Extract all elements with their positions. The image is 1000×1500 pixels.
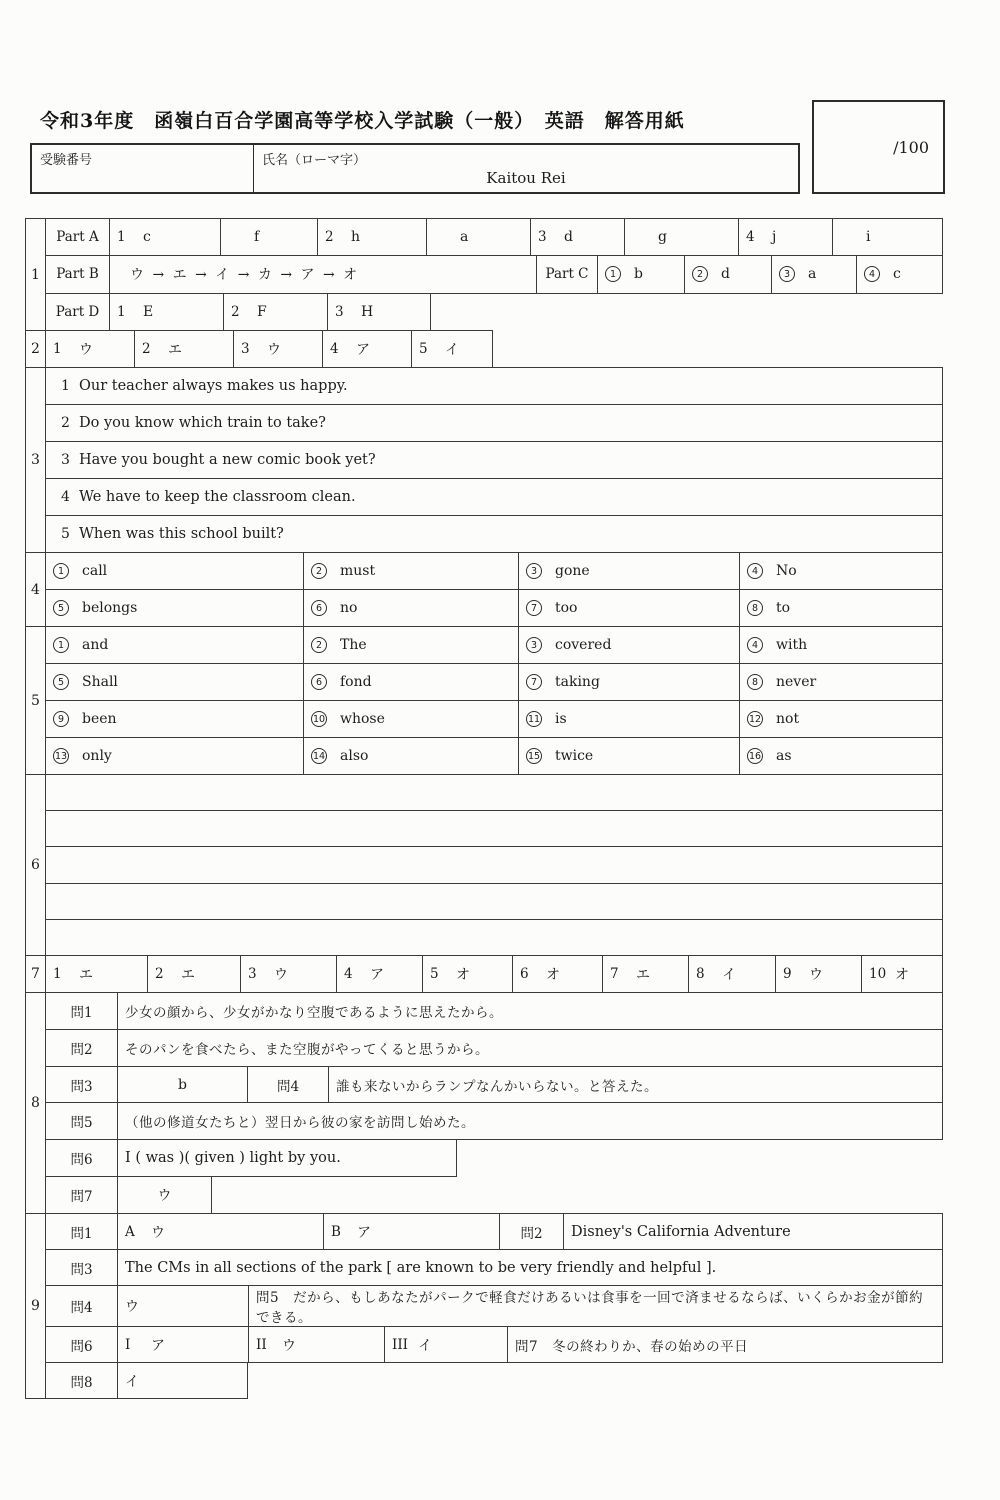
answer-value: ア <box>357 1224 371 1241</box>
answer-cell <box>336 955 423 993</box>
answer-cell <box>147 955 241 993</box>
section-5-rows <box>45 626 943 775</box>
sentence-number: 4 <box>61 489 70 505</box>
section-1-rows <box>45 218 943 331</box>
answer-cell <box>602 955 689 993</box>
circled-number: 8 <box>747 674 763 690</box>
answer-cell <box>771 255 857 293</box>
section-6-number: 6 <box>25 774 46 956</box>
circled-number: 5 <box>53 674 69 690</box>
circled-number: 8 <box>747 600 763 616</box>
sub-label: II <box>256 1336 267 1353</box>
answer-value: ウ <box>151 1224 165 1241</box>
option-cell <box>45 626 304 664</box>
answer-value: ウ <box>282 1337 296 1354</box>
answer-number: 3 <box>248 966 257 982</box>
examinee-number-cell <box>32 145 254 192</box>
answer-cell <box>856 255 943 293</box>
sentence-text: Our teacher always makes us happy. <box>79 378 348 394</box>
answer-cell <box>233 330 323 368</box>
option-word: call <box>82 563 108 579</box>
option-word: Shall <box>82 674 118 690</box>
answer-value: エ <box>181 967 195 983</box>
section-1-number: 1 <box>25 218 46 331</box>
score-box <box>812 100 945 194</box>
blank-row <box>45 810 943 847</box>
part-a-label: Part A <box>45 218 110 256</box>
section-2-number: 2 <box>25 330 46 368</box>
circled-number: 4 <box>864 266 880 282</box>
answer-cell <box>109 218 221 256</box>
answer-cell <box>624 218 739 256</box>
option-word: never <box>776 674 817 690</box>
answer-cell <box>109 293 224 331</box>
answer-value: ウ <box>267 342 281 358</box>
option-cell <box>45 663 304 701</box>
option-cell <box>739 737 943 775</box>
answer-value: d <box>721 266 730 283</box>
answer-number: 1 <box>53 966 62 982</box>
option-row <box>45 589 943 627</box>
answer-cell <box>117 1213 324 1250</box>
section-5-number: 5 <box>25 626 46 775</box>
answer-number: 2 <box>325 229 334 246</box>
option-cell <box>739 700 943 738</box>
answer-value: F <box>257 303 267 320</box>
blank-cell <box>45 919 943 956</box>
question-label: 問7 <box>45 1176 118 1214</box>
blank-row <box>45 846 943 883</box>
score-label: /100 <box>893 137 929 157</box>
section-8-rows <box>45 992 943 1214</box>
answer-number: 3 <box>335 303 344 320</box>
answer-value: E <box>143 303 154 320</box>
circled-number: 1 <box>53 637 69 653</box>
question-row-q4-q5 <box>45 1285 943 1327</box>
answer-cell <box>384 1326 508 1363</box>
circled-number: 11 <box>526 711 542 727</box>
circled-number: 4 <box>747 637 763 653</box>
answer-number: 3 <box>241 341 250 357</box>
question-label: 問1 <box>45 1213 118 1250</box>
question-label: 問5 <box>45 1102 118 1140</box>
blank-cell <box>45 846 943 883</box>
part-b-row <box>45 255 943 293</box>
answer-number: 6 <box>520 966 529 982</box>
section-6 <box>25 774 943 956</box>
question-label: 問2 <box>45 1029 118 1067</box>
sentence-text: We have to keep the classroom clean. <box>79 489 356 505</box>
question-row-q7 <box>45 1176 943 1214</box>
answer-text: I ( was )( given ) light by you. <box>117 1139 457 1177</box>
option-cell <box>45 552 304 590</box>
answer-cell: ウ <box>117 1285 249 1327</box>
option-cell <box>303 589 519 627</box>
question-label: 問8 <box>45 1362 118 1399</box>
answer-cell: イ <box>117 1362 248 1399</box>
answer-value: エ <box>168 342 182 358</box>
name-value: Kaitou Rei <box>486 169 566 187</box>
circled-number: 12 <box>747 711 763 727</box>
examinee-number-label: 受験番号 <box>40 153 93 168</box>
part-c-label: Part C <box>536 255 598 293</box>
option-word: to <box>776 600 791 616</box>
answer-number: 10 <box>869 966 887 982</box>
sentence-text: When was this school built? <box>79 526 284 542</box>
option-word: and <box>82 637 109 653</box>
circled-number: 2 <box>692 266 708 282</box>
option-word: not <box>776 711 800 727</box>
option-cell <box>518 589 740 627</box>
answer-cell <box>738 218 833 256</box>
circled-number: 7 <box>526 674 542 690</box>
sub-label: A <box>125 1223 135 1240</box>
answer-cell <box>512 955 603 993</box>
answer-text: 問5 だから、もしあなたがパークで軽食だけあるいは食事を一回で済ませるならば、いくらかお金が節約できる。 <box>248 1285 943 1327</box>
answer-value: イ <box>722 967 736 983</box>
answer-value: エ <box>636 967 650 983</box>
sentence-row <box>45 367 943 405</box>
circled-number: 2 <box>311 637 327 653</box>
section-2-rows <box>45 330 943 368</box>
sentence-cell <box>45 515 943 553</box>
answer-number: 4 <box>330 341 339 357</box>
answer-text: （他の修道女たちと）翌日から彼の家を訪問し始めた。 <box>117 1102 943 1140</box>
option-word: also <box>340 748 369 764</box>
circled-number: 14 <box>311 748 327 764</box>
answer-text: The CMs in all sections of the park [ are known to be very friendly and helpful ]. <box>117 1249 943 1286</box>
section-3-number: 3 <box>25 367 46 553</box>
question-row-q1-q2 <box>45 1213 943 1250</box>
option-word: gone <box>555 563 590 579</box>
sentence-row <box>45 515 943 553</box>
answer-text: Disney's California Adventure <box>563 1213 943 1250</box>
section-1 <box>25 218 943 331</box>
section-8-number: 8 <box>25 992 46 1214</box>
answer-cell <box>597 255 685 293</box>
option-word: no <box>340 600 358 616</box>
sentence-row <box>45 441 943 479</box>
part-d-label: Part D <box>45 293 110 331</box>
answer-value: イ <box>445 342 459 358</box>
section-9-rows <box>45 1213 943 1399</box>
answer-value: オ <box>456 967 470 983</box>
section-3-rows <box>45 367 943 553</box>
sentence-number: 5 <box>61 526 70 542</box>
answer-table <box>25 218 943 1399</box>
answer-cell <box>45 330 135 368</box>
option-cell <box>739 589 943 627</box>
answer-row <box>45 955 943 993</box>
circled-number: 1 <box>53 563 69 579</box>
sentence-text: Do you know which train to take? <box>79 415 326 431</box>
answer-number: 7 <box>610 966 619 982</box>
sentence-text: Have you bought a new comic book yet? <box>79 452 376 468</box>
option-cell <box>45 737 304 775</box>
answer-number: 5 <box>430 966 439 982</box>
answer-number: 2 <box>142 341 151 357</box>
answer-value: ウ <box>274 967 288 983</box>
option-cell <box>518 663 740 701</box>
option-word: The <box>340 637 367 653</box>
answer-text: 誰も来ないからランプなんかいらない。と答えた。 <box>328 1066 943 1104</box>
answer-number: 5 <box>419 341 428 357</box>
option-word: been <box>82 711 117 727</box>
option-cell <box>739 552 943 590</box>
sentence-cell <box>45 478 943 516</box>
answer-cell <box>45 955 148 993</box>
circled-number: 9 <box>53 711 69 727</box>
section-5 <box>25 626 943 775</box>
question-label: 問3 <box>45 1066 118 1104</box>
answer-number: 2 <box>231 303 240 320</box>
answer-number: 8 <box>696 966 705 982</box>
name-label: 氏名（ローマ字） <box>262 153 367 168</box>
circled-number: 4 <box>747 563 763 579</box>
answer-cell: b <box>117 1066 248 1104</box>
section-2 <box>25 330 943 368</box>
option-cell <box>518 626 740 664</box>
question-row-q3 <box>45 1249 943 1286</box>
answer-cell <box>422 955 513 993</box>
sub-label: I <box>125 1336 131 1353</box>
section-6-rows <box>45 774 943 956</box>
answer-value: f <box>254 229 260 246</box>
sub-label: B <box>331 1223 341 1240</box>
answer-value: ウ <box>79 342 93 358</box>
option-word: only <box>82 748 112 764</box>
section-3 <box>25 367 943 553</box>
sentence-number: 2 <box>61 415 70 431</box>
circled-number: 13 <box>53 748 69 764</box>
question-label: 問2 <box>499 1213 564 1250</box>
question-label: 問3 <box>45 1249 118 1286</box>
answer-value: ア <box>370 967 384 983</box>
answer-number: 2 <box>155 966 164 982</box>
option-word: must <box>340 563 376 579</box>
circled-number: 1 <box>605 266 621 282</box>
answer-cell <box>411 330 493 368</box>
question-label: 問6 <box>45 1139 118 1177</box>
answer-cell <box>861 955 943 993</box>
option-row <box>45 737 943 775</box>
option-cell <box>739 626 943 664</box>
name-cell <box>254 145 798 192</box>
question-row-q5 <box>45 1102 943 1140</box>
question-row-q6-q7 <box>45 1326 943 1363</box>
sentence-row <box>45 478 943 516</box>
option-word: with <box>776 637 808 653</box>
answer-cell: ウ <box>117 1176 212 1214</box>
sentence-row <box>45 404 943 442</box>
circled-number: 3 <box>526 637 542 653</box>
answer-value: a <box>808 266 817 283</box>
option-word: as <box>776 748 792 764</box>
answer-cell <box>220 218 318 256</box>
answer-cell <box>832 218 943 256</box>
circled-number: 15 <box>526 748 542 764</box>
answer-cell <box>775 955 862 993</box>
answer-value: エ <box>79 967 93 983</box>
section-9 <box>25 1213 943 1399</box>
answer-cell <box>134 330 234 368</box>
part-b-sequence: ウ → エ → イ → カ → ア → オ <box>109 255 537 293</box>
answer-value: ウ <box>809 967 823 983</box>
circled-number: 7 <box>526 600 542 616</box>
question-label: 問1 <box>45 992 118 1030</box>
answer-value: j <box>772 229 777 246</box>
answer-value: i <box>866 229 871 246</box>
answer-row <box>45 330 943 368</box>
option-word: too <box>555 600 578 616</box>
option-cell <box>303 663 519 701</box>
option-word: whose <box>340 711 385 727</box>
sub-label: III <box>392 1336 408 1353</box>
option-word: is <box>555 711 567 727</box>
answer-value: オ <box>546 967 560 983</box>
blank-row <box>45 919 943 956</box>
part-a-row <box>45 218 943 256</box>
answer-cell <box>327 293 431 331</box>
answer-value: b <box>634 266 643 283</box>
answer-value: ア <box>151 1337 165 1354</box>
option-row <box>45 626 943 664</box>
answer-value: c <box>143 229 151 246</box>
blank-cell <box>45 883 943 920</box>
part-b-label: Part B <box>45 255 110 293</box>
blank-row <box>45 774 943 811</box>
answer-cell <box>317 218 427 256</box>
part-d-row <box>45 293 943 331</box>
answer-cell <box>426 218 531 256</box>
answer-cell <box>684 255 772 293</box>
question-label: 問4 <box>247 1066 329 1104</box>
answer-value: H <box>361 303 374 320</box>
option-cell <box>303 552 519 590</box>
question-row-q2 <box>45 1029 943 1067</box>
circled-number: 5 <box>53 600 69 616</box>
answer-value: オ <box>895 967 909 983</box>
option-cell <box>45 589 304 627</box>
question-row-q1 <box>45 992 943 1030</box>
answer-cell <box>223 293 328 331</box>
section-7-number: 7 <box>25 955 46 993</box>
answer-value: イ <box>418 1337 432 1354</box>
option-row <box>45 700 943 738</box>
sentence-number: 3 <box>61 452 70 468</box>
answer-text: そのパンを食べたら、また空腹がやってくると思うから。 <box>117 1029 943 1067</box>
section-4 <box>25 552 943 627</box>
option-cell <box>45 700 304 738</box>
examinee-info-box <box>30 143 800 194</box>
option-word: taking <box>555 674 600 690</box>
option-cell <box>518 737 740 775</box>
answer-cell <box>248 1326 385 1363</box>
answer-cell <box>323 1213 500 1250</box>
blank-cell <box>45 810 943 847</box>
answer-value: g <box>658 229 667 246</box>
answer-number: 1 <box>117 303 126 320</box>
circled-number: 3 <box>779 266 795 282</box>
answer-number: 9 <box>783 966 792 982</box>
answer-cell <box>322 330 412 368</box>
answer-cell <box>117 1326 249 1363</box>
circled-number: 3 <box>526 563 542 579</box>
answer-number: 3 <box>538 229 547 246</box>
question-row-q3-q4 <box>45 1066 943 1104</box>
sentence-number: 1 <box>61 378 70 394</box>
option-cell <box>303 737 519 775</box>
option-word: fond <box>340 674 372 690</box>
circled-number: 10 <box>311 711 327 727</box>
option-word: covered <box>555 637 612 653</box>
circled-number: 6 <box>311 674 327 690</box>
sentence-cell <box>45 404 943 442</box>
question-label: 問4 <box>45 1285 118 1327</box>
question-row-q6 <box>45 1139 943 1177</box>
circled-number: 2 <box>311 563 327 579</box>
section-7-rows <box>45 955 943 993</box>
answer-value: h <box>351 229 361 246</box>
answer-value: a <box>460 229 469 246</box>
answer-value: ア <box>356 342 370 358</box>
section-4-number: 4 <box>25 552 46 627</box>
answer-text: 問7 冬の終わりか、春の始めの平日 <box>507 1326 943 1363</box>
option-row <box>45 663 943 701</box>
option-cell <box>739 663 943 701</box>
circled-number: 16 <box>747 748 763 764</box>
page-title: 令和3年度 函嶺白百合学園高等学校入学試験（一般） 英語 解答用紙 <box>40 110 685 132</box>
answer-value: d <box>564 229 573 246</box>
option-word: twice <box>555 748 594 764</box>
answer-number: 4 <box>344 966 353 982</box>
sentence-cell <box>45 441 943 479</box>
blank-cell <box>45 774 943 811</box>
section-4-rows <box>45 552 943 627</box>
section-7 <box>25 955 943 993</box>
section-8 <box>25 992 943 1214</box>
option-cell <box>518 700 740 738</box>
answer-number: 1 <box>117 229 126 246</box>
sentence-cell <box>45 367 943 405</box>
option-word: No <box>776 563 797 579</box>
answer-number: 1 <box>53 341 62 357</box>
answer-cell <box>240 955 337 993</box>
answer-value: c <box>893 266 901 283</box>
option-word: belongs <box>82 600 138 616</box>
section-9-number: 9 <box>25 1213 46 1399</box>
question-row-q8 <box>45 1362 943 1399</box>
answer-cell <box>688 955 776 993</box>
circled-number: 6 <box>311 600 327 616</box>
option-cell <box>303 700 519 738</box>
option-row <box>45 552 943 590</box>
answer-number: 4 <box>746 229 755 246</box>
blank-row <box>45 883 943 920</box>
question-label: 問6 <box>45 1326 118 1363</box>
answer-text: 少女の顔から、少女がかなり空腹であるように思えたから。 <box>117 992 943 1030</box>
answer-cell <box>530 218 625 256</box>
option-cell <box>303 626 519 664</box>
option-cell <box>518 552 740 590</box>
